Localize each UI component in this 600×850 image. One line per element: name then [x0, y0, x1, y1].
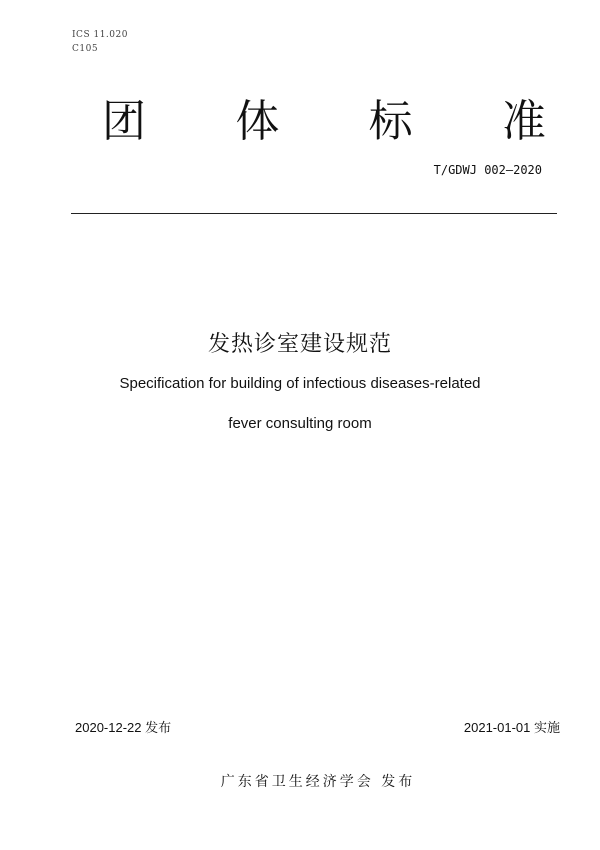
publisher: 广东省卫生经济学会 发布	[220, 774, 416, 790]
standard-number: T/GDWJ 002—2020	[433, 163, 542, 177]
standard-type-heading	[96, 92, 552, 152]
document-title-english-line-1: Specification for building of infectious diseases-related	[119, 375, 481, 392]
heading-char-3: 标	[368, 96, 413, 147]
issue-date: 2020-12-22 发布	[75, 720, 172, 735]
ics-code: ICS 11.020	[72, 30, 128, 40]
heading-char-2: 体	[235, 96, 280, 147]
header-divider	[71, 213, 557, 214]
heading-char-1: 团	[102, 96, 146, 147]
ccs-code: C105	[72, 44, 99, 54]
implementation-date: 2021-01-01 实施	[463, 720, 560, 735]
document-title-chinese: 发热诊室建设规范	[207, 332, 392, 357]
heading-char-4: 准	[501, 96, 546, 147]
document-title-english-line-2: fever consulting room	[228, 415, 372, 432]
